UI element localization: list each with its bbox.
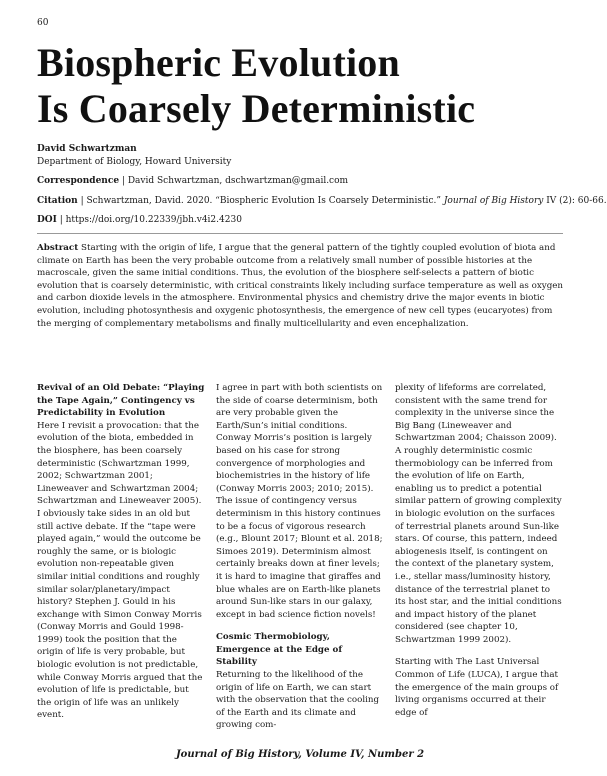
column-1 xyxy=(37,382,205,722)
abstract xyxy=(37,242,563,330)
abstract-text: Starting with the origin of life, I argue that the general pattern of the tightly coupled evolution of biota and climate on Earth has been the very probable outcome from a relatively small number of possible histories at the macroscale, given the same initial conditions. Thus, the evolution of the biosphere self-selects a pattern of biotic evolution that is coarsely deterministic, with critical constraints likely including surface temperature as well as oxygen and carbon dioxide levels in the atmosphere. Environmental physics and chemistry drive the major events in biotic evolution, including photosynthesis and oxygenic photosynthesis, the emergence of new cell types (eucaryotes) from the merging of complementary metabolisms and finally multicellularity and even encephalization. xyxy=(37,243,563,329)
doi-label: DOI xyxy=(37,215,57,225)
citation-journal: Journal of Big History xyxy=(443,196,544,206)
author-name: David Schwartzman xyxy=(37,144,137,154)
correspondence-label: Correspondence xyxy=(37,176,120,186)
abstract-label: Abstract xyxy=(37,243,79,253)
title-line-2: Is Coarsely Deterministic xyxy=(37,86,476,131)
doi-line xyxy=(37,214,242,226)
citation-line: Citation | Schwartzman, David. 2020. “Biospheric Evolution Is Coarsely Deterministic.” Journal of Big History IV (2): 60-66. xyxy=(37,196,607,206)
doi-link[interactable]: | https://doi.org/10.22339/jbh.v4i2.4230 xyxy=(56,215,242,225)
author-affiliation: Department of Biology, Howard University xyxy=(37,157,232,167)
correspondence-text[interactable]: | David Schwartzman, dschwartzman@gmail.com xyxy=(119,176,349,186)
column-2-text-continued: Returning to the likelihood of the origin of life on Earth, we can start with the observation that the cooling of the Earth and its climate and growing com- xyxy=(216,670,380,731)
title-line-1: Biospheric Evolution xyxy=(37,40,400,85)
column-1-text: Here I revisit a provocation: that the evolution of the biota, embedded in the biosphere, has been coarsely deterministic (Schwartzman 1999, 2002; Schwartzman 2001; Lineweaver and Schwartzman 2004; Schwartzman and Lineweaver 2005). I obviously take sides in an old but still active debate. If the “tape were played again,” would the outcome be roughly the same, or is biologic evolution non-repeatable given similar initial conditions and roughly similar solar/planetary/impact history? Stephen J. Gould in his exchange with Simon Conway Morris (Conway Morris and Gould 1998-1999) took the position that the origin of life is very probable, but biologic evolution is not predictable, while Conway Morris argued that the evolution of life is predictable, but the origin of life was an unlikely event. xyxy=(37,420,203,721)
column-3 xyxy=(395,382,563,719)
journal-footer: Journal of Big History, Volume IV, Number 2 xyxy=(175,749,425,760)
correspondence-line xyxy=(37,175,348,187)
section-heading-revival: Revival of an Old Debate: “Playing the Tape Again,” Contingency vs Predictability in Evolution xyxy=(37,383,205,419)
citation-label: Citation xyxy=(37,196,78,206)
page-number: 60 xyxy=(37,18,49,28)
column-3-text: plexity of lifeforms are correlated, consistent with the same trend for complexity in the universe since the Big Bang (Lineweaver and Schwartzman 2004; Chaisson 2009). A roughly deterministic cosmic thermobiology can be inferred from the evolution of life on Earth, enabling us to predict a potential similar pattern of growing complexity in biologic evolution on the surfaces of terrestrial planets around Sun-like stars. Of course, this pattern, indeed abiogenesis itself, is contingent on the context of the planetary system, i.e., stellar mass/luminosity history, distance of the terrestrial planet to its host star, and the initial conditions and impact history of the planet considered (see chapter 10, Schwartzman 1999 2002). xyxy=(395,383,562,645)
column-2 xyxy=(216,382,384,732)
column-3-text-continued: Starting with The Last Universal Common of Life (LUCA), I argue that the emergence of the main groups of living organisms occurred at their edge of xyxy=(395,657,559,718)
section-divider xyxy=(37,233,563,234)
article-title xyxy=(37,40,475,132)
column-2-text: I agree in part with both scientists on the side of coarse determinism, both are very probable given the Earth/Sun’s initial conditions. Conway Morris’s position is largely based on his case for strong convergence of morphologies and biochemistries in the history of life (Conway Morris 2003; 2010; 2015). The issue of contingency versus determinism in this history continues to be a focus of vigorous research (e.g., Blount 2017; Blount et al. 2018; Simoes 2019). Determinism almost certainly breaks down at finer levels; it is hard to imagine that giraffes and blue whales are on Earth-like planets around Sun-like stars in our galaxy, except in bad science fiction novels! xyxy=(216,383,383,620)
section-heading-thermobiology: Cosmic Thermobiology, Emergence at the Edge of Stability xyxy=(216,632,343,668)
